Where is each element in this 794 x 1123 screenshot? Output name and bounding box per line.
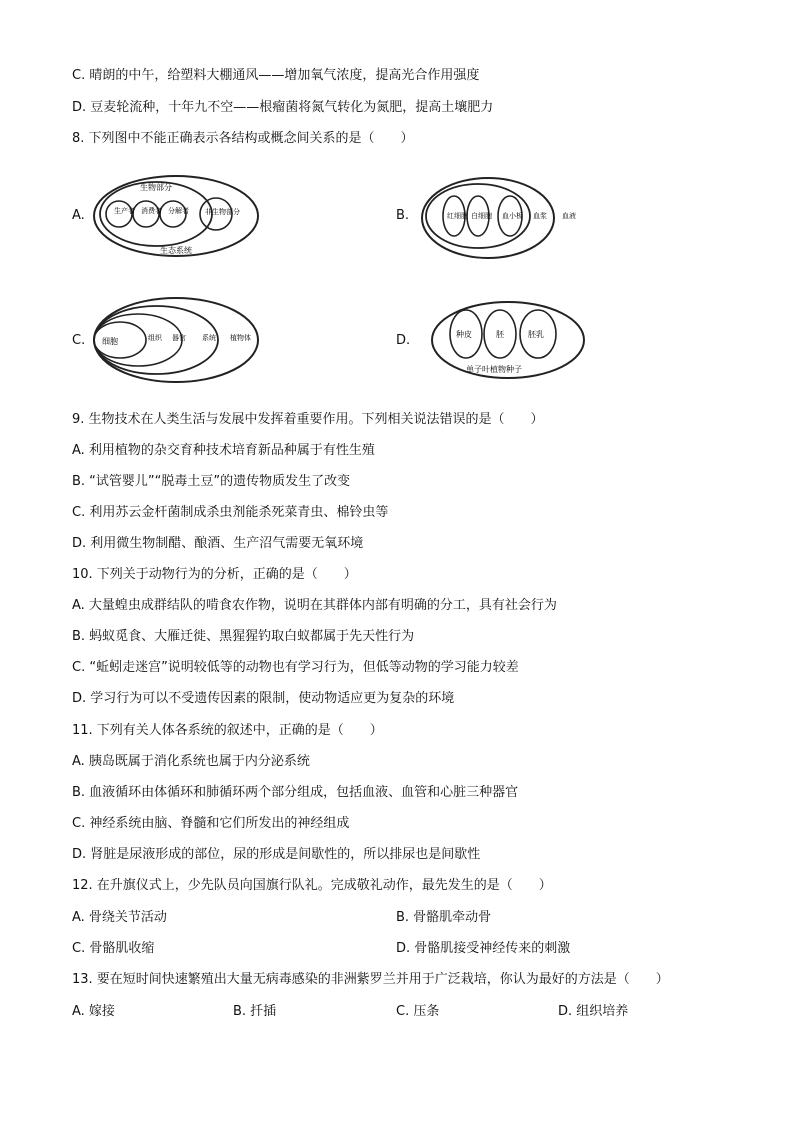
d-c2: 胚 [496, 330, 504, 339]
q9-option-d: D. 利用微生物制醋、酿酒、生产沼气需要无氧环境 [72, 536, 364, 551]
q11-option-c: C. 神经系统由脑、脊髓和它们所发出的神经组成 [72, 816, 350, 831]
a-c4: 非生物部分 [205, 208, 240, 216]
q10-option-c: C. “蚯蚓走迷宫”说明较低等的动物也有学习行为，但低等动物的学习能力较差 [72, 660, 519, 675]
d-c3: 胚乳 [528, 330, 544, 339]
d-c1: 种皮 [456, 330, 472, 339]
option-c-label: C. [72, 333, 86, 348]
diagram-c [92, 292, 272, 388]
q13-option-d: D. 组织培养 [558, 1004, 629, 1019]
q12-option-a: A. 骨绕关节活动 [72, 910, 167, 925]
q10-option-b: B. 蚂蚁觅食、大雁迁徙、黑猩猩钓取白蚁都属于先天性行为 [72, 629, 415, 644]
q10-option-a: A. 大量蝗虫成群结队的啃食农作物，说明在其群体内部有明确的分工，具有社会行为 [72, 598, 557, 613]
q9-option-b: B. “试管婴儿”“脱毒土豆”的遗传物质发生了改变 [72, 474, 351, 489]
q10-option-d: D. 学习行为可以不受遗传因素的限制，使动物适应更为复杂的环境 [72, 691, 455, 706]
diagram-b [416, 170, 586, 266]
question-8: 8. 下列图中不能正确表示各结构或概念间关系的是（ ） [72, 131, 414, 146]
question-13: 13. 要在短时间快速繁殖出大量无病毒感染的非洲紫罗兰并用于广泛栽培，你认为最好的方法是（ ） [72, 972, 669, 987]
option-b-label: B. [396, 208, 410, 223]
c-c1: 细胞 [102, 337, 118, 346]
a-mid-label: 生物部分 [140, 183, 172, 192]
b-c4: 血浆 [533, 212, 547, 220]
q13-option-a: A. 嫁接 [72, 1004, 115, 1019]
a-c3: 分解者 [168, 207, 189, 215]
q9-option-c: C. 利用苏云金杆菌制成杀虫剂能杀死菜青虫、棉铃虫等 [72, 505, 389, 520]
a-outer-label: 生态系统 [160, 246, 192, 255]
line-d: D. 豆麦轮流种，十年九不空——根瘤菌将氮气转化为氮肥，提高土壤肥力 [72, 100, 494, 115]
q13-option-c: C. 压条 [396, 1004, 440, 1019]
a-c1: 生产者 [114, 207, 135, 215]
question-12: 12. 在升旗仪式上，少先队员向国旗行队礼。完成敬礼动作，最先发生的是（ ） [72, 878, 552, 893]
q12-option-d: D. 骨骼肌接受神经传来的刺激 [396, 941, 571, 956]
a-c2: 消费者 [141, 207, 162, 215]
b-c2: 白细胞 [471, 212, 492, 220]
question-11: 11. 下列有关人体各系统的叙述中，正确的是（ ） [72, 723, 383, 738]
diagram-d [430, 294, 590, 386]
c-c4: 系统 [202, 334, 216, 342]
q11-option-a: A. 胰岛既属于消化系统也属于内分泌系统 [72, 754, 310, 769]
b-c1: 红细胞 [447, 212, 468, 220]
line-c: C. 晴朗的中午，给塑料大棚通风——增加氧气浓度，提高光合作用强度 [72, 68, 480, 83]
c-c3: 器官 [172, 334, 186, 342]
option-d-label: D. [396, 333, 411, 348]
q11-option-d: D. 肾脏是尿液形成的部位，尿的形成是间歇性的，所以排尿也是间歇性 [72, 847, 481, 862]
q11-option-b: B. 血液循环由体循环和肺循环两个部分组成，包括血液、血管和心脏三种器官 [72, 785, 519, 800]
b-c5: 血液 [562, 212, 576, 220]
d-outer-label: 单子叶植物种子 [466, 365, 522, 374]
diagram-a [92, 170, 262, 266]
option-a-label: A. [72, 208, 85, 223]
b-c3: 血小板 [502, 212, 523, 220]
question-10: 10. 下列关于动物行为的分析，正确的是（ ） [72, 567, 357, 582]
question-9: 9. 生物技术在人类生活与发展中发挥着重要作用。下列相关说法错误的是（ ） [72, 412, 544, 427]
c-c5: 植物体 [230, 334, 251, 342]
q12-option-c: C. 骨骼肌收缩 [72, 941, 155, 956]
q9-option-a: A. 利用植物的杂交育种技术培育新品种属于有性生殖 [72, 443, 375, 458]
q13-option-b: B. 扦插 [233, 1004, 277, 1019]
c-c2: 组织 [148, 334, 162, 342]
q12-option-b: B. 骨骼肌牵动骨 [396, 910, 492, 925]
